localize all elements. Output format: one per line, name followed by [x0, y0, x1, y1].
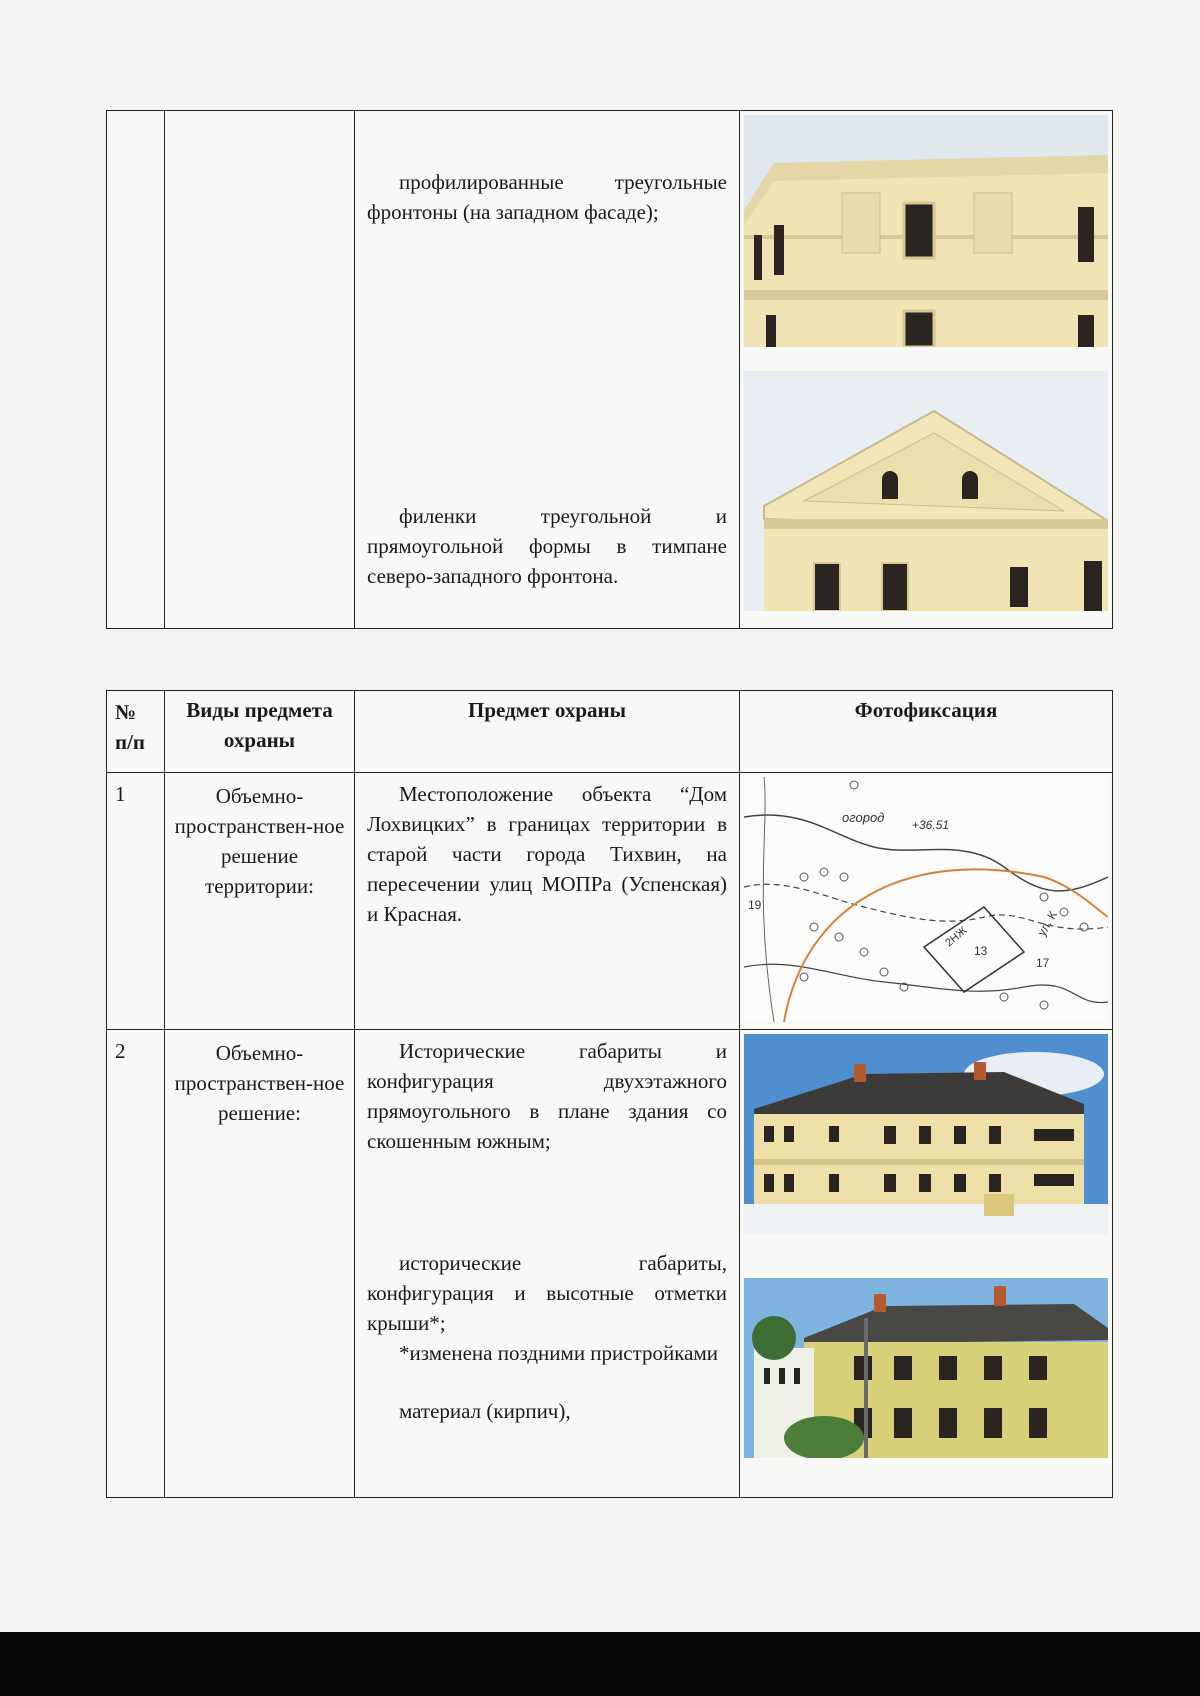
western-facade-photo	[744, 115, 1108, 347]
table-row	[107, 1030, 1113, 1498]
header-kind: Виды предмета охраны	[165, 691, 355, 773]
photo-cell	[740, 111, 1113, 629]
map-label-17: 17	[1036, 956, 1050, 970]
location-text: Местоположение объекта “Дом Лохвицких” в границах территории в старой части города Тихвин, на пересечении улиц МОПРа (Успенская) и Красная.	[367, 782, 727, 926]
roof-text: исторические габариты, конфигурация и высотные отметки крыши*;	[367, 1251, 727, 1335]
row-num: 2	[107, 1030, 165, 1498]
site-plan-map	[744, 777, 1108, 1022]
row-subject	[355, 1030, 740, 1498]
table-header-row	[107, 691, 1113, 773]
num-cell-empty	[107, 111, 165, 629]
map-label-13: 13	[974, 944, 988, 958]
protection-subject-table	[106, 690, 1113, 1498]
kind-cell-empty	[165, 111, 355, 629]
pediment-text: профилированные треугольные фронтоны (на западном фасаде);	[367, 170, 727, 224]
header-num: № п/п	[107, 691, 165, 773]
row-kind: Объемно-пространствен-ное решение:	[165, 1030, 355, 1498]
header-subject: Предмет охраны	[355, 691, 740, 773]
row-num: 1	[107, 773, 165, 1030]
building-winter-photo	[744, 1034, 1108, 1234]
map-label-19: 19	[748, 898, 762, 912]
photo-cell	[740, 1030, 1113, 1498]
row-subject	[355, 773, 740, 1030]
row-kind: Объемно-пространствен-ное решение территории:	[165, 773, 355, 1030]
building-summer-photo	[744, 1278, 1108, 1458]
northwest-pediment-photo	[744, 371, 1108, 611]
header-photo: Фотофиксация	[740, 691, 1113, 773]
map-elevation-label: +36.51	[912, 818, 950, 832]
scan-bottom-band	[0, 1632, 1200, 1696]
map-code-label: 2НЖ	[943, 924, 970, 950]
map-garden-label: огород	[842, 810, 885, 825]
continuation-table	[106, 110, 1113, 629]
dimensions-text: Исторические габариты и конфигурация двухэтажного прямоугольного в плане здания со скошенным южным;	[367, 1039, 727, 1153]
table-row	[107, 773, 1113, 1030]
panels-text: филенки треугольной и прямоугольной формы в тимпане северо-западного фронтона.	[367, 504, 727, 588]
material-text: материал (кирпич),	[399, 1399, 571, 1423]
map-street-label: ул. К	[1034, 908, 1060, 939]
subject-cell	[355, 111, 740, 629]
photo-cell	[740, 773, 1113, 1030]
footnote-text: *изменена поздними пристройками	[399, 1341, 719, 1365]
